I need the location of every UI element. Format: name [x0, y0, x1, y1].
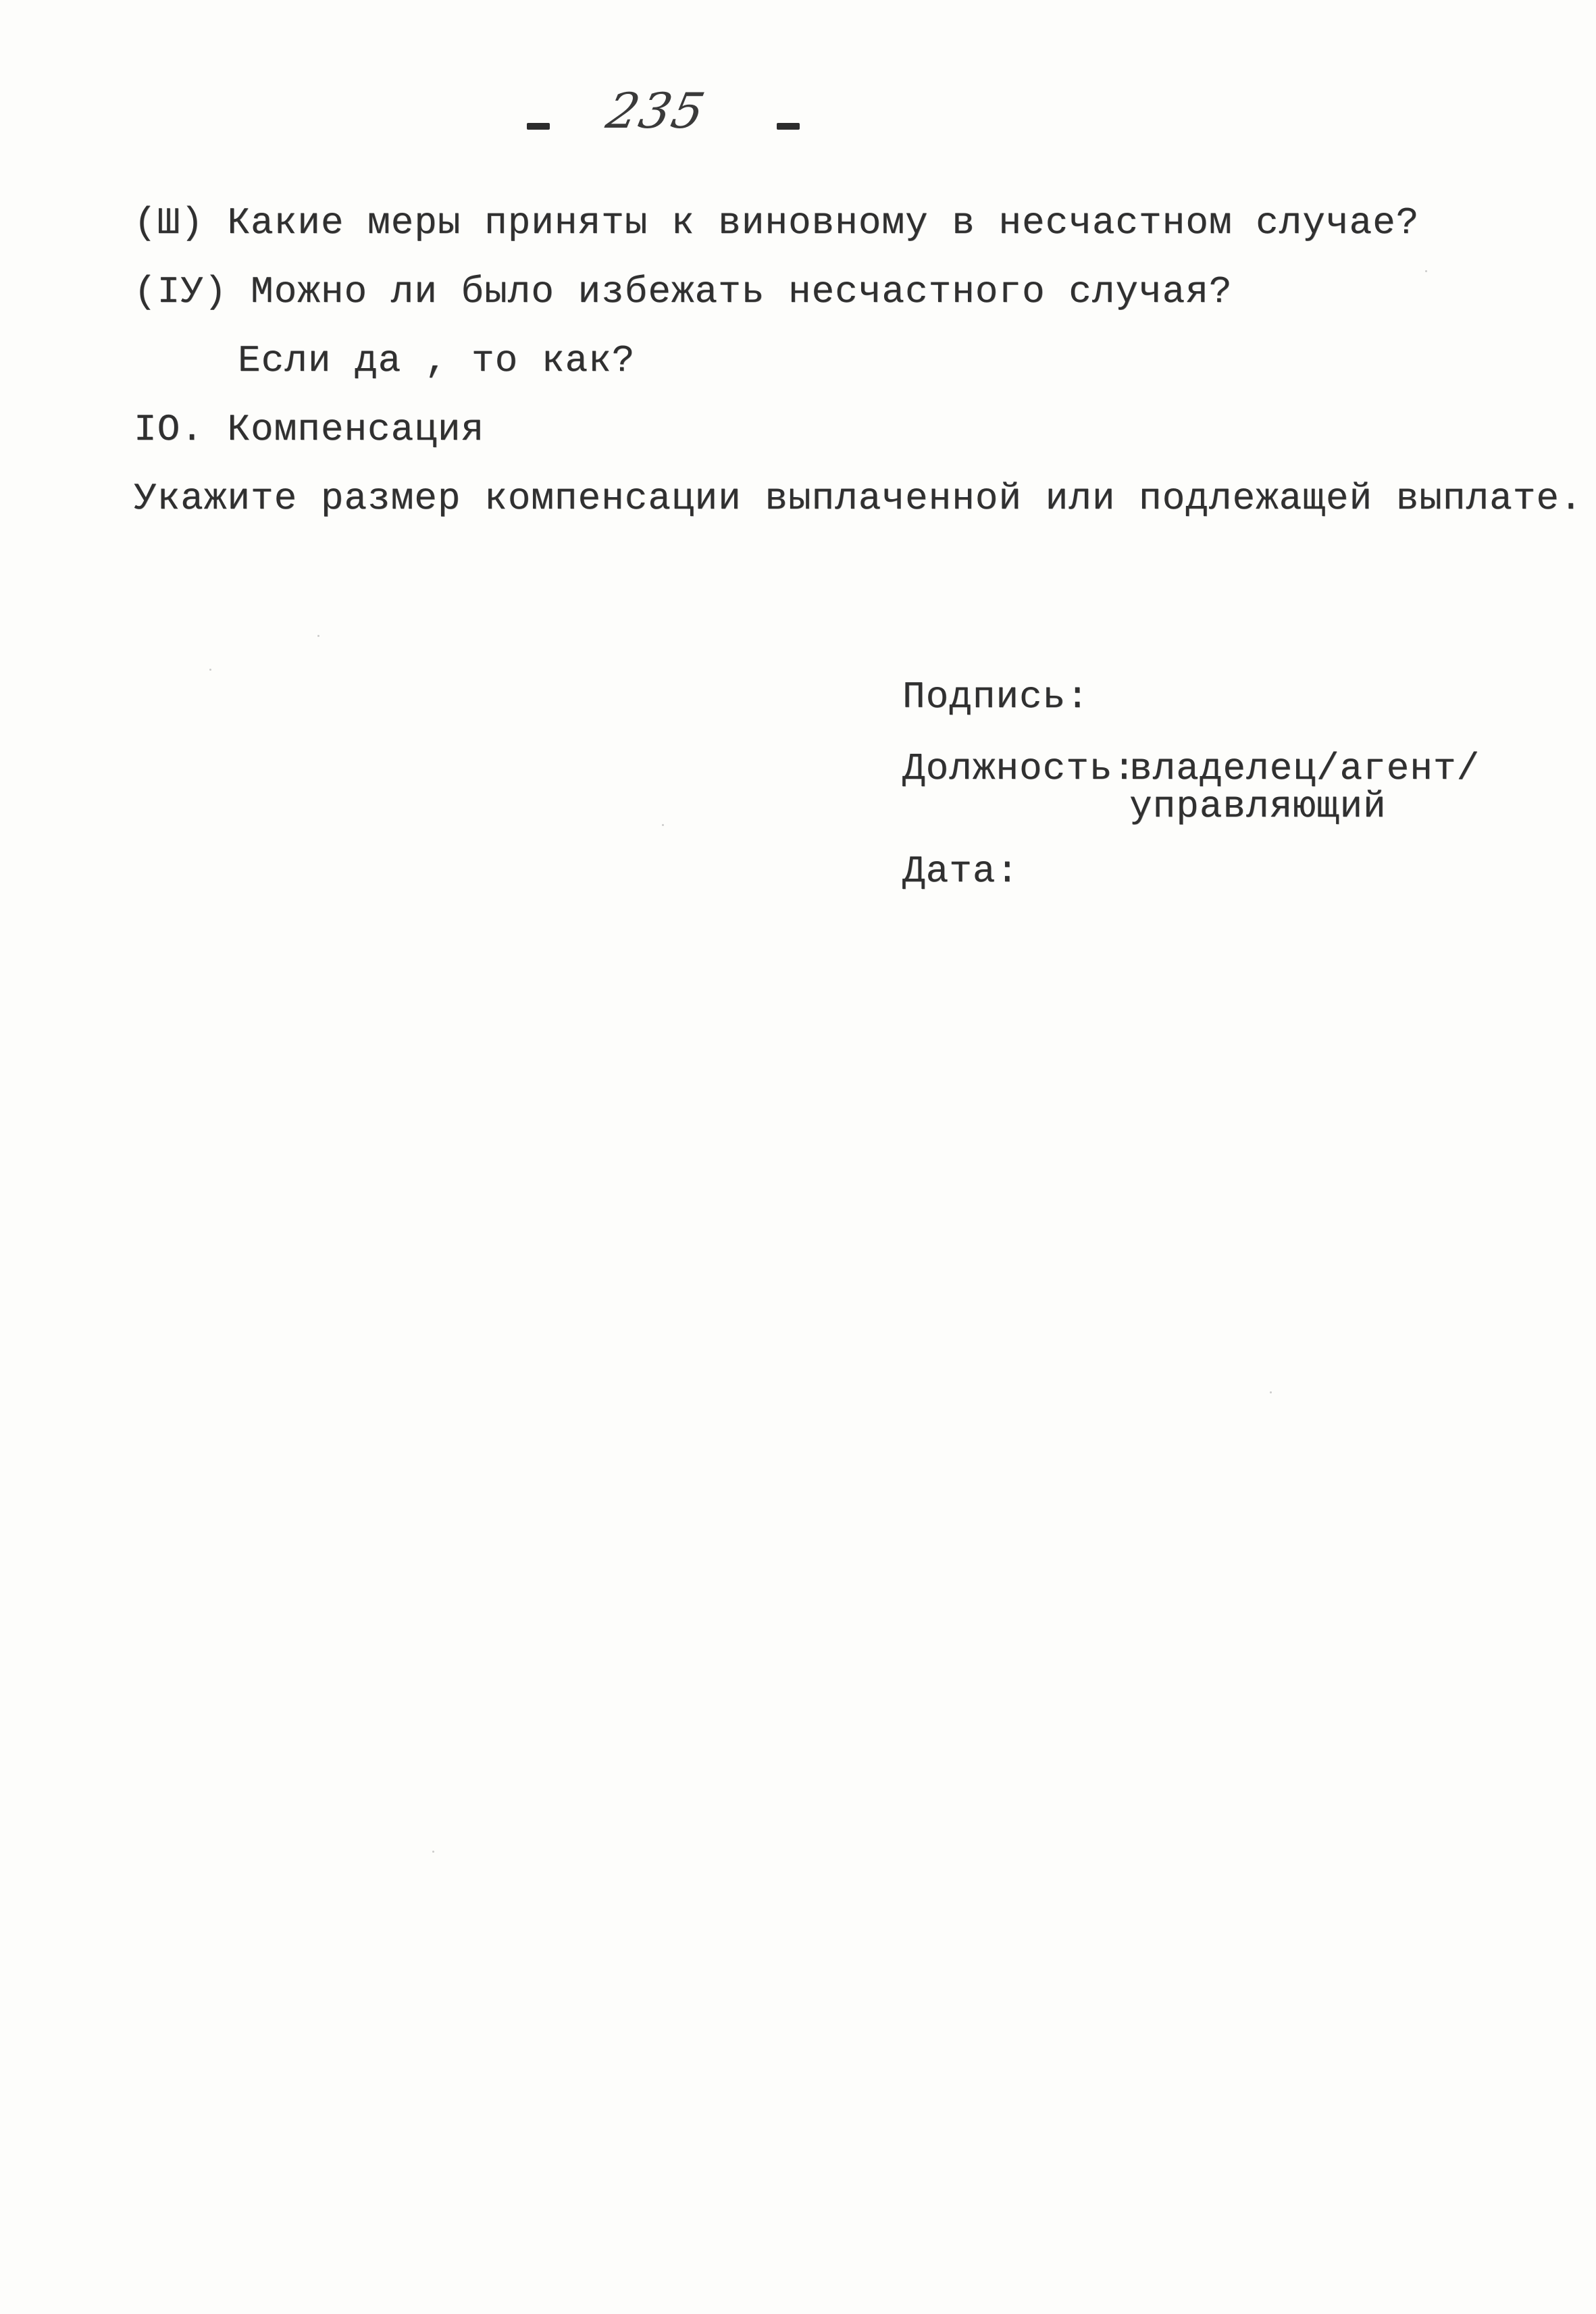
scan-speck	[1425, 270, 1427, 272]
signature-label: Подпись:	[902, 675, 1089, 719]
scan-speck	[432, 1851, 434, 1853]
compensation-instruction: Укажите размер компенсации выплаченной или подлежащей выплате.	[134, 477, 1583, 520]
scan-speck	[1270, 1391, 1272, 1393]
position-label: Должность:	[902, 747, 1137, 790]
question-4: (IУ) Можно ли было избежать несчастного случая?	[134, 270, 1233, 313]
position-value-line2: управляющий	[1129, 785, 1387, 828]
left-dash	[527, 123, 550, 130]
section-heading-compensation: IO. Компенсация	[134, 408, 485, 451]
scan-speck	[209, 669, 211, 671]
date-label: Дата:	[902, 850, 1020, 893]
page-number-header	[513, 82, 824, 142]
scan-speck	[317, 635, 319, 637]
right-dash	[777, 123, 800, 130]
scan-speck	[662, 824, 664, 826]
position-value-line1: владелец/агент/	[1129, 747, 1481, 790]
question-4-followup: Если да , то как?	[238, 339, 636, 382]
page-number: 235	[602, 82, 711, 139]
question-3: (Ш) Какие меры приняты к виновному в несчастном случае?	[134, 201, 1420, 245]
